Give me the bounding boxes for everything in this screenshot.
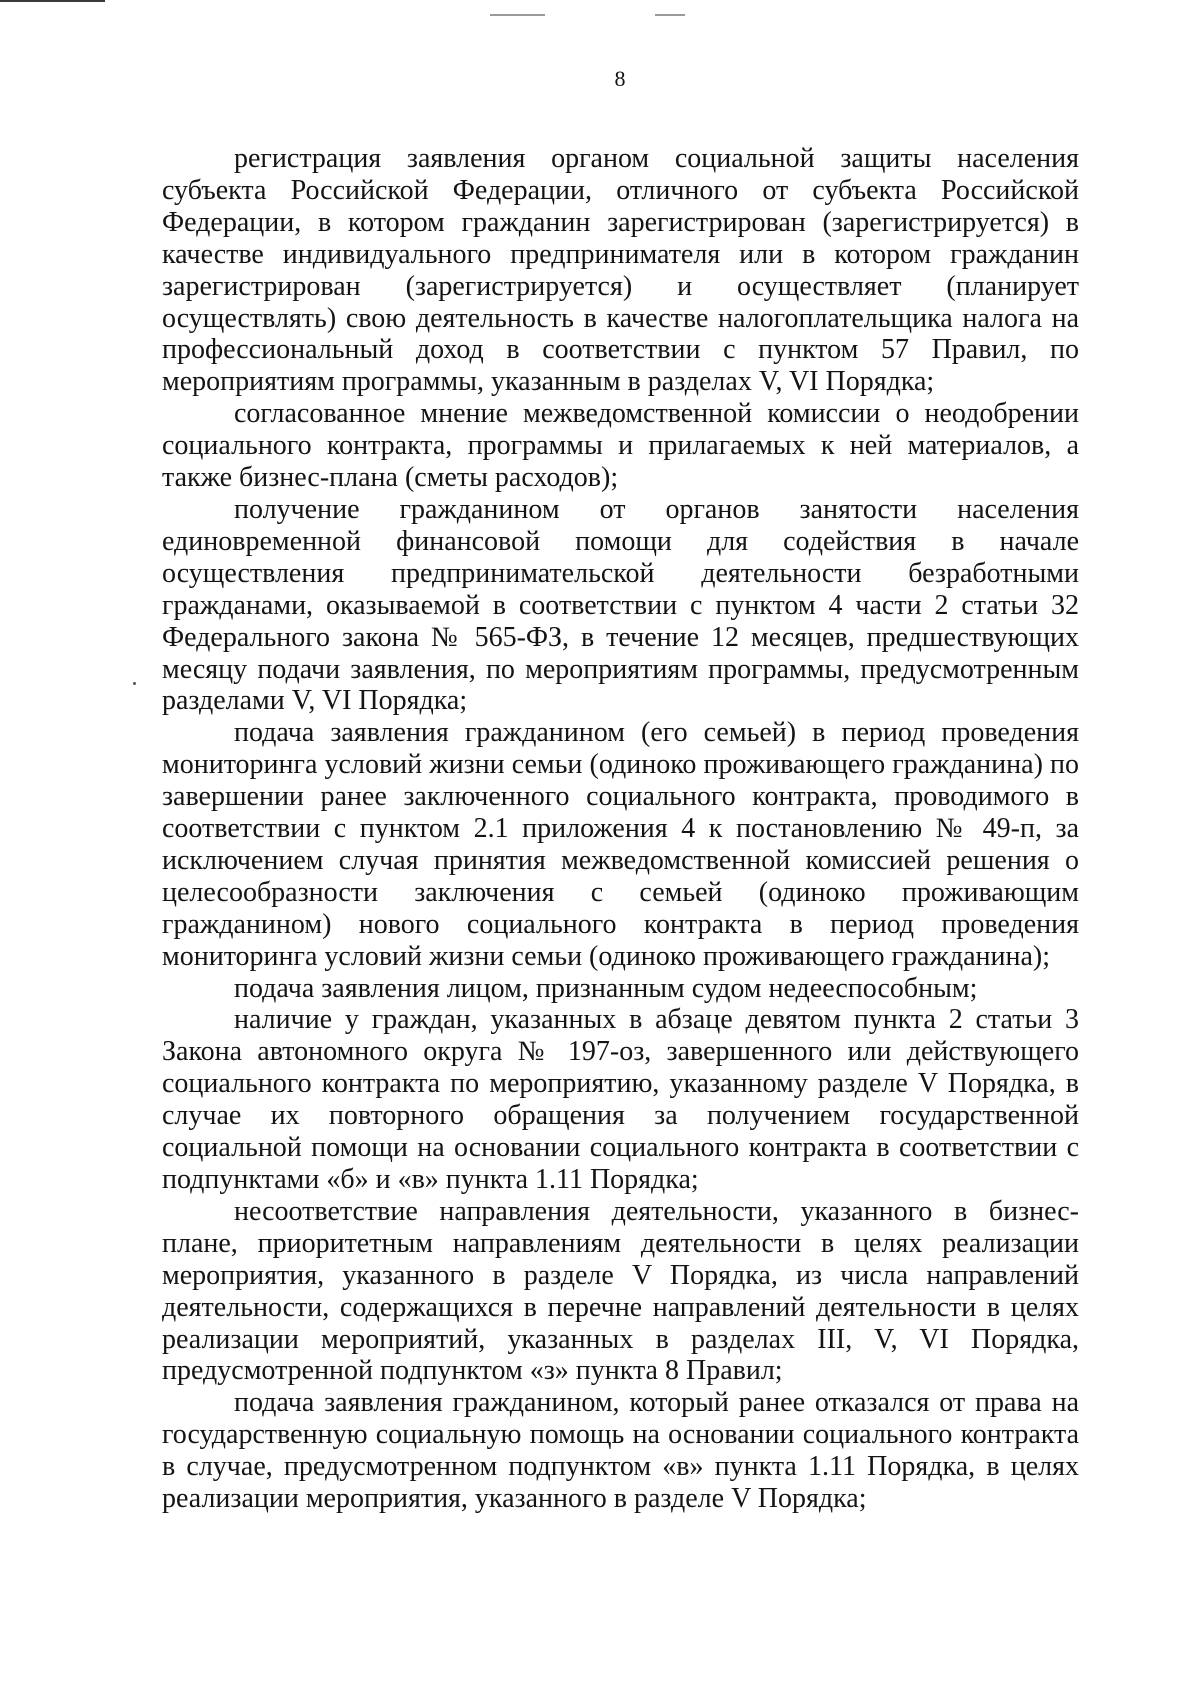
paragraph: регистрация заявления органом социальной защиты населения субъекта Российской Федерации, отличного от субъекта Российской Федерации, в котором гражданин зарегистрирован (зарегистрируется) в качестве индивидуального предпринимателя или в котором гражданин зарегистрирован (зарегистрируется) и осуществляет (планирует осуществлять) свою деятельность в качестве налогоплательщика налога на профессиональный доход в соответствии с пунктом 57 Правил, по мероприятиям программы, указанным в разделах V, VI Порядка;: [162, 143, 1079, 398]
paragraph: подача заявления лицом, признанным судом недееспособным;: [234, 972, 978, 1004]
scan-edge-line: [0, 0, 105, 2]
paragraph: наличие у граждан, указанных в абзаце девятом пункта 2 статьи 3 Закона автономного округа № 197-оз, завершенного или действующего социального контракта по мероприятию, указанному разделе V Порядка, в случае их повторного обращения за получением государственной социальной помощи на основании социального контракта в соответствии с подпунктами «б» и «в» пункта 1.11 Порядка;: [162, 1004, 1079, 1195]
paragraph: подача заявления гражданином, который ранее отказался от права на государственную социальную помощь на основании социального контракта в случае, предусмотренном подпунктом «в» пункта 1.11 Порядка, в целях реализации мероприятия, указанного в разделе V Порядка;: [162, 1387, 1079, 1515]
paragraph: несоответствие направления деятельности, указанного в бизнес-плане, приоритетным направлениям деятельности в целях реализации мероприятия, указанного в разделе V Порядка, из числа направлений деятельности, содержащихся в перечне направлений деятельности в целях реализации мероприятий, указанных в разделах III, V, VI Порядка, предусмотренной подпунктом «з» пункта 8 Правил;: [162, 1195, 1079, 1387]
document-body: [162, 143, 1079, 1515]
paragraph: получение гражданином от органов занятости населения единовременной финансовой помощи для содействия в начале осуществления предпринимательской деятельности безработными гражданами, оказываемой в соответствии с пунктом 4 части 2 статьи 32 Федерального закона № 565-ФЗ, в течение 12 месяцев, предшествующих месяцу подачи заявления, по мероприятиям программы, предусмотренным разделами V, VI Порядка;: [162, 493, 1079, 717]
scan-mark: [655, 14, 685, 16]
paragraph: согласованное мнение межведомственной комиссии о неодобрении социального контракта, программы и прилагаемых к ней материалов, а также бизнес-плана (сметы расходов);: [162, 398, 1079, 494]
paragraph: подача заявления гражданином (его семьей) в период проведения мониторинга условий жизни семьи (одиноко проживающего гражданина) по завершении ранее заключенного социального контракта, проводимого в соответствии с пунктом 2.1 приложения 4 к постановлению № 49-п, за исключением случая принятия межведомственной комиссией решения о целесообразности заключения с семьей (одиноко проживающим гражданином) нового социального контракта в период проведения мониторинга условий жизни семьи (одиноко проживающего гражданина);: [162, 717, 1079, 972]
page-number: 8: [614, 66, 626, 91]
scan-speck: [133, 682, 136, 685]
scan-mark: [490, 14, 545, 16]
